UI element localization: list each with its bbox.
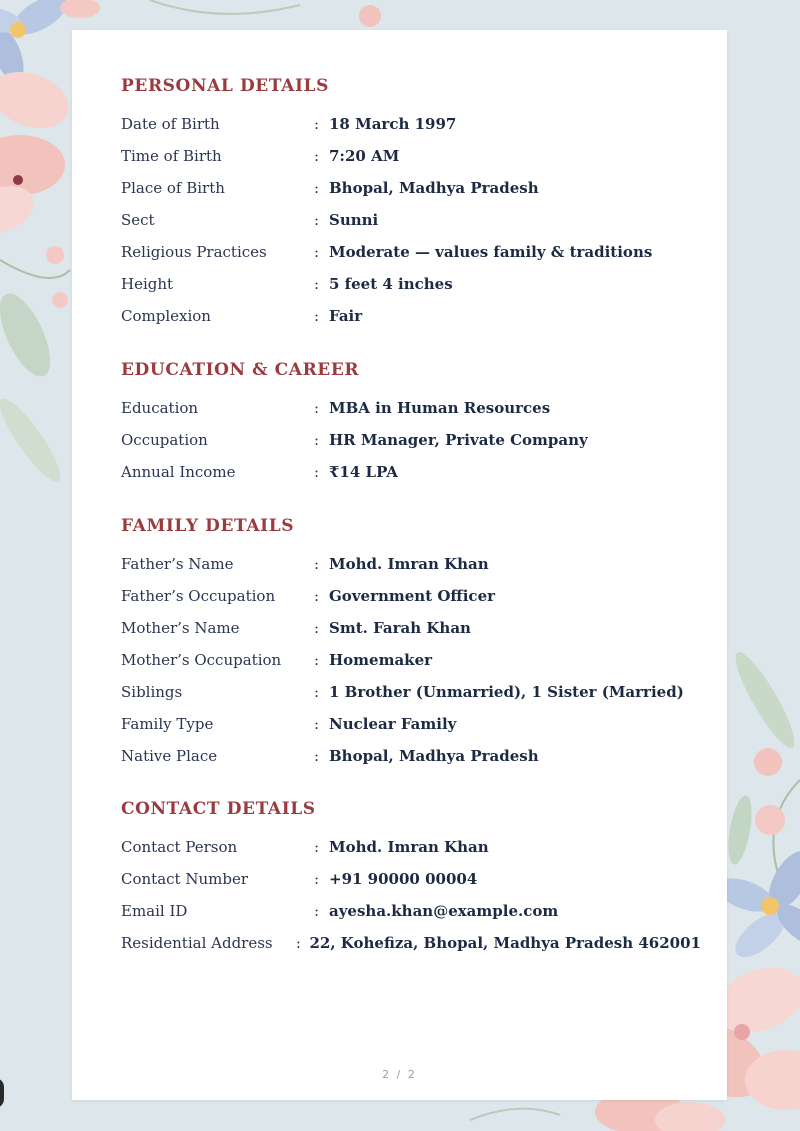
separator: : (314, 683, 320, 701)
detail-row (121, 676, 701, 708)
field-label: Native Place (121, 747, 218, 765)
field-label: Complexion (121, 307, 211, 325)
field-label: Family Type (121, 715, 214, 733)
field-label: Annual Income (121, 463, 236, 481)
section-title: EDUCATION & CAREER (121, 360, 360, 380)
family-details-section (121, 514, 701, 772)
detail-row (121, 108, 701, 140)
flower-icon (0, 62, 76, 243)
field-value: Smt. Farah Khan (329, 619, 471, 637)
field-label: Father’s Name (121, 555, 234, 573)
field-label: Father’s Occupation (121, 587, 276, 605)
detail-row (121, 140, 701, 172)
separator: : (314, 431, 320, 449)
separator: : (314, 307, 320, 325)
page-number: 2 / 2 (382, 1068, 417, 1081)
field-label: Occupation (121, 431, 208, 449)
field-label: Residential Address (121, 934, 273, 952)
detail-row (121, 580, 701, 612)
separator: : (314, 902, 320, 920)
leaf-icon (0, 246, 70, 488)
separator: : (314, 555, 320, 573)
detail-row (121, 548, 701, 580)
separator: : (314, 179, 320, 197)
separator: : (314, 275, 320, 293)
detail-row (121, 612, 701, 644)
field-label: Contact Person (121, 838, 238, 856)
detail-row (121, 424, 701, 456)
field-value: 1 Brother (Unmarried), 1 Sister (Married) (329, 683, 684, 701)
field-value: Fair (329, 307, 363, 325)
separator: : (314, 715, 320, 733)
field-label: Mother’s Occupation (121, 651, 282, 669)
separator: : (314, 619, 320, 637)
document-page (72, 30, 727, 1100)
separator: : (314, 115, 320, 133)
separator: : (314, 651, 320, 669)
detail-row (121, 268, 701, 300)
field-label: Education (121, 399, 199, 417)
field-value: Mohd. Imran Khan (329, 838, 489, 856)
field-value: Bhopal, Madhya Pradesh (329, 179, 539, 197)
separator: : (314, 838, 320, 856)
field-label: Email ID (121, 902, 188, 920)
detail-row (121, 895, 701, 927)
separator: : (314, 747, 320, 765)
detail-row (121, 204, 701, 236)
detail-row (121, 456, 701, 488)
field-label: Date of Birth (121, 115, 220, 133)
separator: : (314, 463, 320, 481)
field-label: Sect (121, 211, 155, 229)
section-title: CONTACT DETAILS (121, 799, 316, 819)
detail-row (121, 236, 701, 268)
separator: : (314, 211, 320, 229)
detail-row (121, 392, 701, 424)
field-value: 22, Kohefiza, Bhopal, Madhya Pradesh 462001 (309, 934, 701, 952)
field-label: Contact Number (121, 870, 248, 888)
field-value: Homemaker (329, 651, 433, 669)
separator: : (314, 243, 320, 261)
field-value: ayesha.khan@example.com (329, 902, 559, 920)
separator: : (314, 870, 320, 888)
field-label: Height (121, 275, 174, 293)
field-value: Bhopal, Madhya Pradesh (329, 747, 539, 765)
field-label: Mother’s Name (121, 619, 240, 637)
detail-row (121, 927, 701, 959)
field-value: ₹14 LPA (329, 463, 398, 481)
field-value: Nuclear Family (329, 715, 457, 733)
field-value: MBA in Human Resources (329, 399, 551, 417)
contact-details-section (121, 797, 701, 959)
field-label: Siblings (121, 683, 183, 701)
detail-row (121, 831, 701, 863)
detail-row (121, 740, 701, 772)
section-title: PERSONAL DETAILS (121, 76, 329, 96)
field-value: Government Officer (329, 587, 496, 605)
field-value: 18 March 1997 (329, 115, 457, 133)
separator: : (295, 934, 301, 952)
detail-row (121, 708, 701, 740)
field-label: Religious Practices (121, 243, 267, 261)
section-title: FAMILY DETAILS (121, 516, 295, 536)
field-label: Time of Birth (121, 147, 222, 165)
field-value: HR Manager, Private Company (329, 431, 588, 449)
detail-row (121, 300, 701, 332)
field-label: Place of Birth (121, 179, 225, 197)
field-value: Moderate — values family & traditions (329, 243, 653, 261)
separator: : (314, 399, 320, 417)
field-value: +91 90000 00004 (329, 870, 478, 888)
field-value: Sunni (329, 211, 379, 229)
separator: : (314, 587, 320, 605)
detail-row (121, 172, 701, 204)
detail-row (121, 644, 701, 676)
field-value: 7:20 AM (329, 147, 400, 165)
personal-details-section (121, 74, 701, 332)
field-value: 5 feet 4 inches (329, 275, 453, 293)
separator: : (314, 147, 320, 165)
detail-row (121, 863, 701, 895)
education-career-section (121, 358, 701, 488)
field-value: Mohd. Imran Khan (329, 555, 489, 573)
